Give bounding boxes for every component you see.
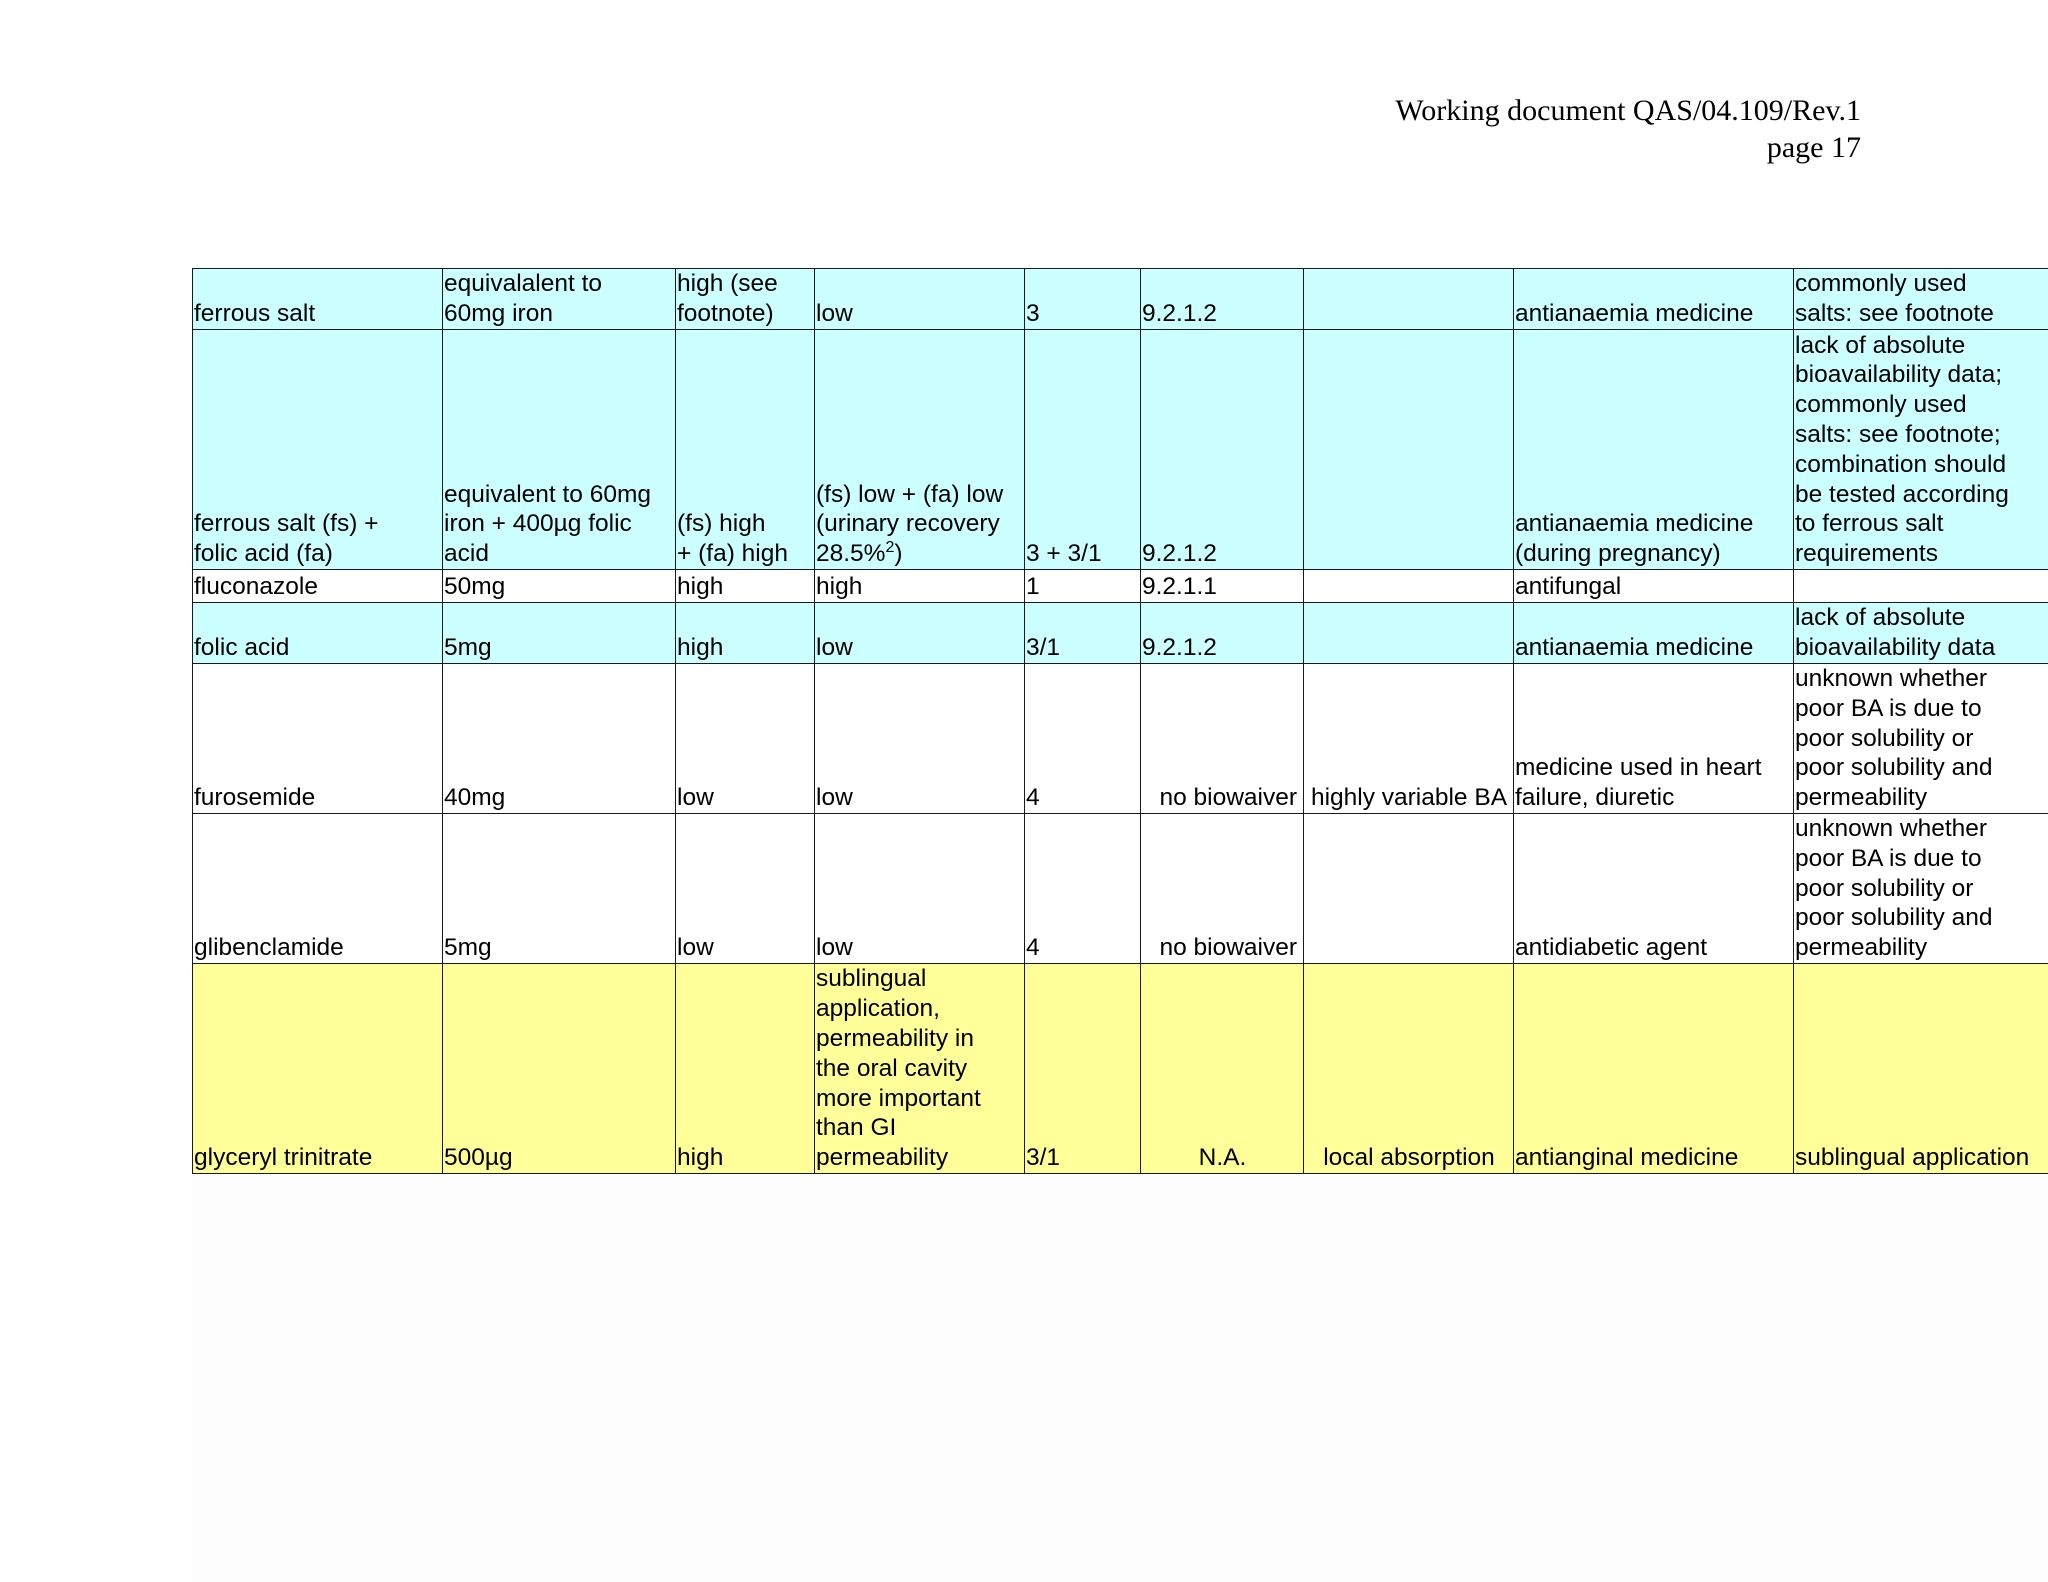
document-header xyxy=(1395,92,1861,166)
cell-comment: sublingual application xyxy=(1794,964,2048,1174)
cell-permeability: low xyxy=(815,269,1025,330)
cell-indication: antifungal xyxy=(1514,570,1794,603)
cell-medicine: fluconazole xyxy=(193,570,443,603)
cell-comment: lack of absolute bioavailability data; commonly used salts: see footnote; combination should be tested according to ferrous salt requirements xyxy=(1794,330,2048,570)
cell-remark xyxy=(1304,603,1514,664)
cell-bcs-class: 4 xyxy=(1025,814,1141,964)
table-row xyxy=(193,964,2048,1174)
cell-remark xyxy=(1304,570,1514,603)
cell-indication: medicine used in heart failure, diuretic xyxy=(1514,664,1794,814)
cell-bcs-class: 4 xyxy=(1025,664,1141,814)
cell-comment xyxy=(1794,570,2048,603)
cell-permeability: sublingual application, permeability in the oral cavity more important than GI permeability xyxy=(815,964,1025,1174)
cell-indication: antianaemia medicine xyxy=(1514,269,1794,330)
cell-section: no biowaiver xyxy=(1141,814,1304,964)
cell-permeability: high xyxy=(815,570,1025,603)
cell-remark xyxy=(1304,814,1514,964)
table-row xyxy=(193,814,2048,964)
cell-permeability: low xyxy=(815,664,1025,814)
document-id: Working document QAS/04.109/Rev.1 xyxy=(1395,94,1861,127)
cell-solubility: high xyxy=(676,570,815,603)
cell-bcs-class: 1 xyxy=(1025,570,1141,603)
medicine-classification-table xyxy=(192,268,2048,1174)
cell-dosage: 5mg xyxy=(443,603,676,664)
permeability-text-tail: ) xyxy=(894,540,903,568)
cell-comment: unknown whether poor BA is due to poor solubility or poor solubility and permeability xyxy=(1794,814,2048,964)
cell-remark: highly variable BA xyxy=(1304,664,1514,814)
cell-comment: unknown whether poor BA is due to poor solubility or poor solubility and permeability xyxy=(1794,664,2048,814)
table-row xyxy=(193,603,2048,664)
page-number: page 17 xyxy=(1766,131,1861,164)
cell-section: 9.2.1.1 xyxy=(1141,570,1304,603)
cell-remark xyxy=(1304,330,1514,570)
cell-medicine: ferrous salt xyxy=(193,269,443,330)
cell-permeability xyxy=(815,330,1025,570)
cell-indication: antianginal medicine xyxy=(1514,964,1794,1174)
cell-solubility: (fs) high + (fa) high xyxy=(676,330,815,570)
footnote-marker: 2 xyxy=(885,539,895,557)
cell-bcs-class: 3 + 3/1 xyxy=(1025,330,1141,570)
cell-dosage: equivalent to 60mg iron + 400µg folic acid xyxy=(443,330,676,570)
table-row xyxy=(193,330,2048,570)
cell-dosage: 5mg xyxy=(443,814,676,964)
cell-indication: antianaemia medicine (during pregnancy) xyxy=(1514,330,1794,570)
cell-medicine: ferrous salt (fs) + folic acid (fa) xyxy=(193,330,443,570)
cell-section: 9.2.1.2 xyxy=(1141,603,1304,664)
cell-indication: antidiabetic agent xyxy=(1514,814,1794,964)
table-row xyxy=(193,269,2048,330)
cell-section: N.A. xyxy=(1141,964,1304,1174)
cell-section: 9.2.1.2 xyxy=(1141,330,1304,570)
cell-medicine: furosemide xyxy=(193,664,443,814)
cell-solubility: high xyxy=(676,603,815,664)
cell-bcs-class: 3 xyxy=(1025,269,1141,330)
cell-dosage: 50mg xyxy=(443,570,676,603)
cell-medicine: glibenclamide xyxy=(193,814,443,964)
cell-dosage: 500µg xyxy=(443,964,676,1174)
cell-solubility: low xyxy=(676,664,815,814)
cell-permeability: low xyxy=(815,814,1025,964)
cell-dosage: 40mg xyxy=(443,664,676,814)
cell-comment: commonly used salts: see footnote xyxy=(1794,269,2048,330)
cell-dosage: equivalalent to 60mg iron xyxy=(443,269,676,330)
cell-comment: lack of absolute bioavailability data xyxy=(1794,603,2048,664)
cell-remark xyxy=(1304,269,1514,330)
cell-bcs-class: 3/1 xyxy=(1025,964,1141,1174)
cell-solubility: low xyxy=(676,814,815,964)
permeability-text: (fs) low + (fa) low (urinary recovery 28.5% xyxy=(816,480,1004,568)
cell-indication: antianaemia medicine xyxy=(1514,603,1794,664)
table-row xyxy=(193,664,2048,814)
cell-solubility: high (see footnote) xyxy=(676,269,815,330)
cell-section: 9.2.1.2 xyxy=(1141,269,1304,330)
cell-permeability: low xyxy=(815,603,1025,664)
cell-solubility: high xyxy=(676,964,815,1174)
cell-medicine: folic acid xyxy=(193,603,443,664)
table-row xyxy=(193,570,2048,603)
cell-section: no biowaiver xyxy=(1141,664,1304,814)
cell-bcs-class: 3/1 xyxy=(1025,603,1141,664)
cell-remark: local absorption xyxy=(1304,964,1514,1174)
cell-medicine: glyceryl trinitrate xyxy=(193,964,443,1174)
